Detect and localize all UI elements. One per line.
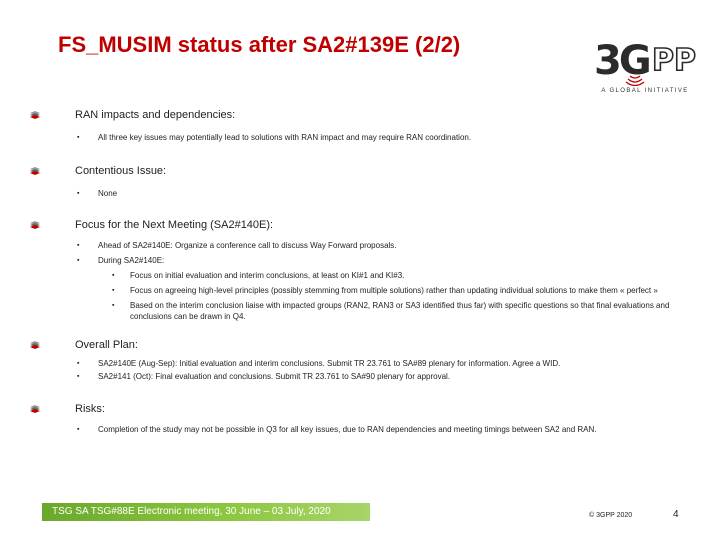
bullet-item <box>30 424 710 435</box>
slide-title: FS_MUSIM status after SA2#139E (2/2) <box>58 32 461 57</box>
3gpp-logo <box>590 30 700 100</box>
3gpp-logo-mark <box>590 30 700 86</box>
bullet-text: Ahead of SA2#140E: Organize a conference call to discuss Way Forward proposals. <box>98 241 397 250</box>
square-bullet-icon: ▪ <box>77 426 80 433</box>
section-heading: Contentious Issue: <box>75 165 167 177</box>
section-focus-next-meeting <box>30 218 710 322</box>
section-heading-row <box>30 108 710 122</box>
section-heading: Overall Plan: <box>75 339 138 351</box>
bullet-item <box>30 255 710 266</box>
logo-tagline: A GLOBAL INITIATIVE <box>601 88 689 94</box>
bullet-item <box>30 240 710 251</box>
bullet-text: All three key issues may potentially lead to solutions with RAN impact and may require RAN coordination. <box>98 133 472 142</box>
square-bullet-icon: ▪ <box>112 272 115 279</box>
section-heading: Risks: <box>75 403 105 415</box>
svg-text:3G: 3G <box>594 38 649 84</box>
sub-bullet-item <box>30 270 710 281</box>
square-bullet-icon: ▪ <box>77 257 80 264</box>
section-heading-row <box>30 164 710 178</box>
square-bullet-icon: ▪ <box>77 242 80 249</box>
svg-text:PP: PP <box>652 43 696 78</box>
section-heading-row <box>30 218 710 232</box>
footer-event-bar <box>42 503 370 521</box>
bullet-item <box>30 132 710 143</box>
square-bullet-icon: ▪ <box>112 302 115 309</box>
section-heading-row <box>30 338 710 352</box>
sub-bullet-item <box>30 300 710 322</box>
copyright-text: © 3GPP 2020 <box>589 512 633 519</box>
bullet-item <box>30 188 710 199</box>
section-ran-impacts <box>30 108 710 143</box>
sub-bullet-text: Focus on agreeing high-level principles (possibly stemming from multiple solutions) rather than updating individual solutions to make them « perfect » <box>130 286 658 295</box>
bullet-text: SA2#140E (Aug-Sep): Initial evaluation and interim conclusions. Submit TR 23.761 to SA#89 plenary for information. Agree a WID. <box>98 359 561 368</box>
section-bullet-icon <box>30 111 40 119</box>
sub-bullet-text: Based on the interim conclusion liaise with impacted groups (RAN2, RAN3 or SA3 identified thus far) with specific questions so that final evaluations and conclusions can be drawn in Q4. <box>130 301 670 321</box>
sub-bullet-text: Focus on initial evaluation and interim conclusions, at least on KI#1 and KI#3. <box>130 271 405 280</box>
square-bullet-icon: ▪ <box>77 373 80 380</box>
square-bullet-icon: ▪ <box>77 134 80 141</box>
section-heading: RAN impacts and dependencies: <box>75 109 236 121</box>
bullet-item <box>30 371 710 382</box>
bullet-text: None <box>98 189 118 198</box>
section-bullet-icon <box>30 221 40 229</box>
section-overall-plan <box>30 338 710 382</box>
bullet-text: SA2#141 (Oct): Final evaluation and conclusions. Submit TR 23.761 to SA#90 plenary for approval. <box>98 372 451 381</box>
section-risks <box>30 402 710 435</box>
bullet-text: During SA2#140E: <box>98 256 165 265</box>
square-bullet-icon: ▪ <box>77 360 80 367</box>
sub-bullet-item <box>30 285 710 296</box>
section-bullet-icon <box>30 341 40 349</box>
bullet-text: Completion of the study may not be possible in Q3 for all key issues, due to RAN dependencies and meeting timings between SA2 and RAN. <box>98 425 597 434</box>
section-bullet-icon <box>30 167 40 175</box>
page-number: 4 <box>673 509 679 520</box>
section-bullet-icon <box>30 405 40 413</box>
section-heading-row <box>30 402 710 416</box>
slide-body <box>30 108 710 435</box>
section-heading: Focus for the Next Meeting (SA2#140E): <box>75 219 274 231</box>
square-bullet-icon: ▪ <box>77 190 80 197</box>
square-bullet-icon: ▪ <box>112 287 115 294</box>
footer-event-text: TSG SA TSG#88E Electronic meeting, 30 June – 03 July, 2020 <box>52 506 331 517</box>
section-contentious-issue <box>30 164 710 199</box>
bullet-item <box>30 358 710 369</box>
